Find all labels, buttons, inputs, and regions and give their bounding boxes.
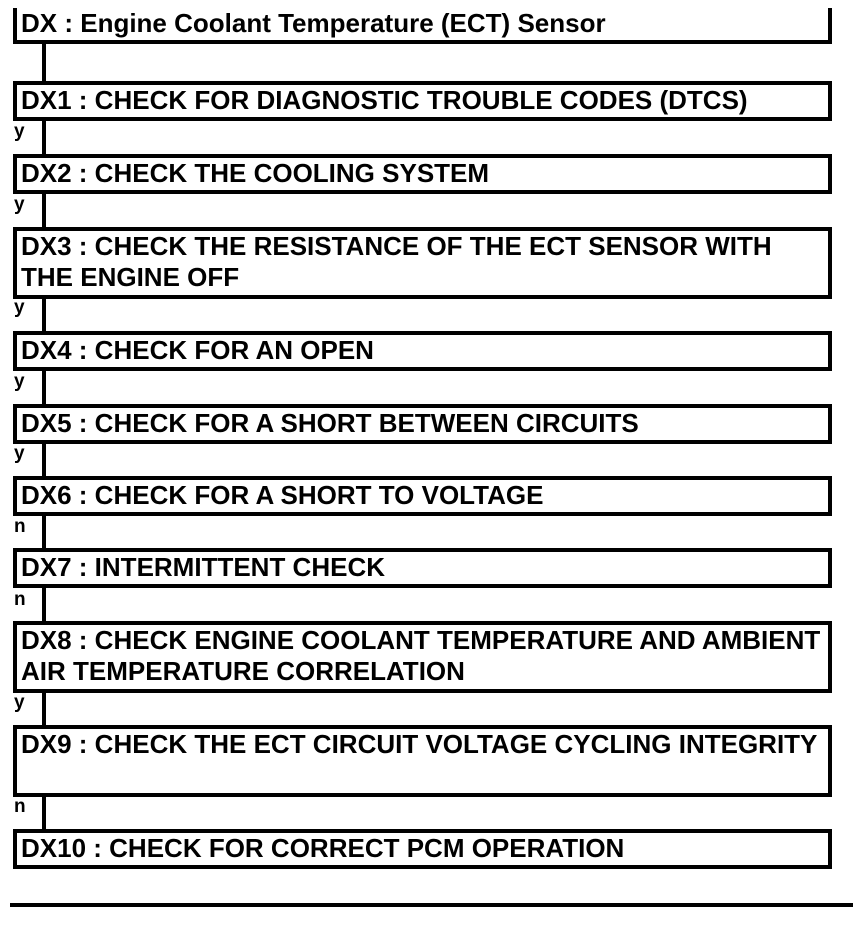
step-box-dx7 (13, 548, 832, 588)
step-label: DX8 : CHECK ENGINE COOLANT TEMPERATURE AND AMBIENT AIR TEMPERATURE CORRELATION (21, 625, 827, 686)
step-box-dx8 (13, 621, 832, 693)
answer-label: n (14, 796, 26, 817)
step-label: DX10 : CHECK FOR CORRECT PCM OPERATION (21, 833, 625, 863)
step-box-dx6 (13, 476, 832, 516)
answer-label: y (14, 297, 25, 318)
connector-line (42, 367, 46, 404)
step-box-dx4 (13, 331, 832, 371)
answer-label: y (14, 443, 25, 464)
step-box-dx5 (13, 404, 832, 444)
step-label: DX7 : INTERMITTENT CHECK (21, 552, 385, 582)
step-label: DX5 : CHECK FOR A SHORT BETWEEN CIRCUITS (21, 408, 639, 438)
step-box-dx2 (13, 154, 832, 194)
step-label: DX6 : CHECK FOR A SHORT TO VOLTAGE (21, 480, 544, 510)
step-label: DX3 : CHECK THE RESISTANCE OF THE ECT SENSOR WITH THE ENGINE OFF (21, 231, 779, 292)
connector-line (42, 440, 46, 476)
connector-line (42, 295, 46, 331)
connector-line (42, 117, 46, 154)
step-box-dx10 (13, 829, 832, 869)
step-label: DX1 : CHECK FOR DIAGNOSTIC TROUBLE CODES (DTCS) (21, 85, 748, 115)
answer-label: y (14, 121, 25, 142)
answer-label: y (14, 194, 25, 215)
header-box (13, 8, 832, 44)
connector-line (42, 584, 46, 621)
answer-label: y (14, 692, 25, 713)
connector-line (42, 512, 46, 548)
step-label: DX4 : CHECK FOR AN OPEN (21, 335, 374, 365)
answer-label: n (14, 516, 26, 537)
connector-line (42, 44, 46, 81)
step-box-dx9 (13, 725, 832, 797)
answer-label: n (14, 589, 26, 610)
connector-line (42, 190, 46, 227)
step-label: DX9 : CHECK THE ECT CIRCUIT VOLTAGE CYCLING INTEGRITY (21, 729, 818, 759)
step-box-dx3 (13, 227, 832, 299)
step-box-dx1 (13, 81, 832, 121)
connector-line (42, 793, 46, 829)
bottom-divider (10, 903, 853, 907)
connector-line (42, 689, 46, 725)
diagram-title: DX : Engine Coolant Temperature (ECT) Sensor (21, 8, 606, 38)
step-label: DX2 : CHECK THE COOLING SYSTEM (21, 158, 490, 188)
answer-label: y (14, 371, 25, 392)
